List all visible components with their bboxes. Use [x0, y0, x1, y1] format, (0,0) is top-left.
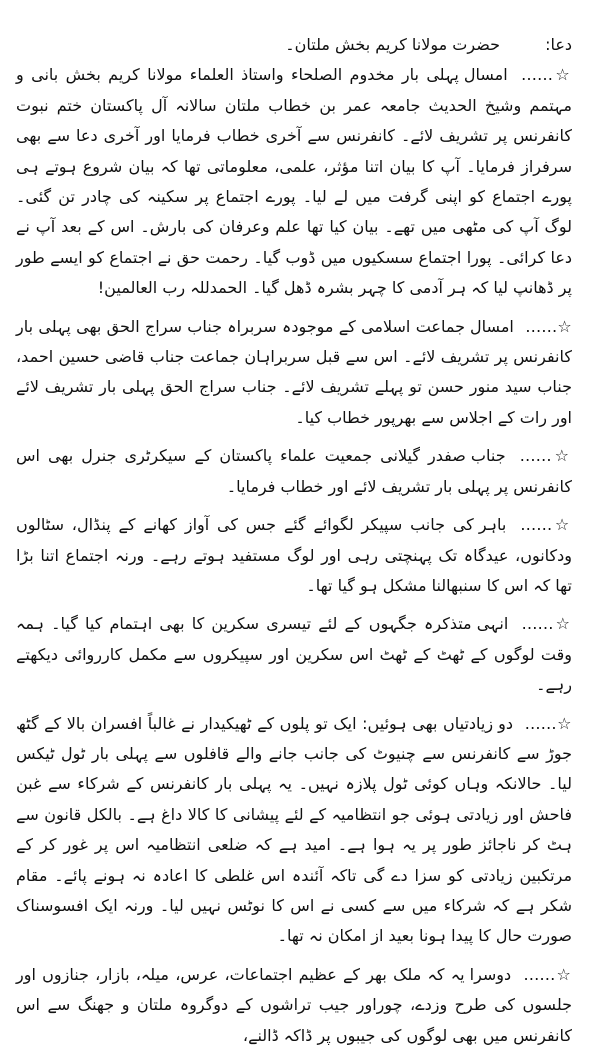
text-line: علم وعرفان کی بارش۔ اس کے بعد آپ نے دعا کرائی۔ پورا اجتماع سسکیوں میں ڈوب گیا۔ رحمت حق نے: [16, 217, 573, 267]
text-line: کانفرنس کے شرکاء سے غبن فاحش اور زیادتی ہوئی جو انتظامیہ کے لئے پیشانی کا کالا داغ ہے۔ بالکل قانون: [16, 774, 572, 824]
text-line: دوسرا یہ کہ ملک بھر کے عظیم اجتماعات، عرس، میلہ، بازار، جنازوں اور جلسوں کی طرح وزدے،: [16, 964, 573, 1015]
text-line: جناب سراج الحق پہلی بار تشریف لائے اور رات کے اجلاس سے بھرپور خطاب کیا۔: [16, 377, 572, 427]
text-line: اور خطاب فرمایا۔: [226, 476, 349, 496]
text-line: دو زیادتیاں بھی ہوئیں: ایک تو پلوں کے ٹھیکیدار نے غالباً افسران بالا کے گٹھ جوڑ سے کانفرنس سے: [16, 713, 573, 763]
text-line: امسال پہلی بار مخدوم الصلحاء واستاذ العلماء مولانا کریم بخش بانی و مہتمم وشیخ الحدیث جامعہ عمر بن: [16, 65, 573, 115]
text-line: تاکہ آئندہ اس غلطی کا اعادہ نہ ہونے پائے۔ مقام شکر ہے کہ شرکاء میں سے کسی نے اس کا نوٹس نہیں لیا۔: [16, 865, 573, 915]
paragraph-7: [16, 960, 572, 1051]
paragraph-5: [16, 609, 572, 700]
text-line: خطاب ملتان سالانہ آل پاکستان ختم نبوت کانفرنس پر تشریف لائے۔ کانفرنس سے آخری خطاب فرمایا اور: [16, 95, 573, 146]
star-marker: ☆……: [521, 65, 572, 85]
text-line: سے ہٹ کر ناجائز طور پر یہ ہوا ہے۔ امید ہے کہ ضلعی انتظامیہ اس پر غور کر کے مرتکبین زیادتی کو سزا دے گی: [16, 804, 573, 885]
paragraph-4: [16, 510, 572, 601]
star-marker: ☆……: [525, 316, 573, 336]
star-marker: ☆……: [521, 614, 573, 634]
text-line: اجتماع کو اپنی گرفت میں لے لیا۔ پورے اجتماع پر سکینہ کی چادر تن گئی۔ لوگ آپ کی مٹھی میں تھے۔ بیان کیا تھا: [16, 187, 573, 237]
star-marker: ☆……: [523, 964, 572, 984]
star-marker: ☆……: [524, 713, 573, 733]
text-line: اس سکرین اور سپیکروں سے مکمل کارروائی دیکھتے رہے۔: [16, 644, 572, 695]
text-line: آخری دعا سے بھی سرفراز فرمایا۔ آپ کا بیان اتنا مؤثر، علمی، معلوماتی تھا کہ بیان شروع ہوتے ہی پورے: [16, 126, 572, 207]
paragraph-6: [16, 709, 572, 952]
dua-title: حضرت مولانا کریم بخش ملتان۔: [285, 35, 500, 54]
paragraph-2: [16, 312, 572, 434]
star-marker: ☆……: [519, 446, 572, 466]
text-line: جناب صفدر گیلانی جمعیت علماء پاکستان کے سیکرٹری جنرل بھی اس کانفرنس پر پہلی بار تشریف لائے: [16, 446, 572, 496]
text-line: اجتماع کو ایسے طور پر ڈھانپ لیا کہ ہر آدمی کا چہر بشرہ ڈھل گیا۔ الحمدللہ رب العالمین!: [16, 247, 572, 298]
text-line: لائے۔ اس سے قبل سربراہان جماعت جناب قاضی حسین احمد، جناب سید منور حسن تو پہلے تشریف لائے۔: [16, 347, 572, 397]
paragraph-1: [16, 60, 572, 303]
star-marker: ☆……: [520, 515, 572, 535]
text-line: باہر کی جانب سپیکر لگوائے گئے جس کی آواز کھانے کے پنڈال، سٹالوں ودکانوں، عیدگاہ تک پہنچتی: [16, 515, 573, 565]
text-line: ورنہ ایک افسوسناک صورت حال کا پیدا ہونا بعید از امکان نہ تھا۔: [16, 895, 572, 946]
text-line: چوراور جیب تراشوں کے دوگروہ ملتان و جھنگ سے اس کانفرنس میں بھی لوگوں کی جیبوں پر ڈاکہ ڈالنے،: [16, 995, 572, 1045]
text-line: امسال جماعت اسلامی کے موجودہ سربراہ جناب سراج الحق بھی پہلی بار کانفرنس پر تشریف: [16, 316, 572, 367]
text-line: چنیوٹ کی جانب جانے والے قافلوں سے پہلی بار ٹول ٹیکس لیا۔ حالانکہ وہاں کوئی ٹول پلازہ نہیں۔ یہ پہلی بار: [16, 743, 572, 794]
dua-label: دعا:: [545, 35, 572, 54]
dua-heading: [16, 30, 572, 60]
text-line: رہی اور لوگ مستفید ہوتے رہے۔ ورنہ اجتماع اتنا بڑا تھا کہ اس کا سنبھالنا مشکل ہو گیا تھا۔: [16, 545, 572, 595]
paragraph-3: [16, 441, 572, 502]
text-line: انہی متذکرہ جگہوں کے لئے تیسری سکرین کا بھی اہتمام کیا گیا۔ ہمہ وقت لوگوں کے ٹھٹ کے ٹھٹ: [16, 614, 572, 664]
